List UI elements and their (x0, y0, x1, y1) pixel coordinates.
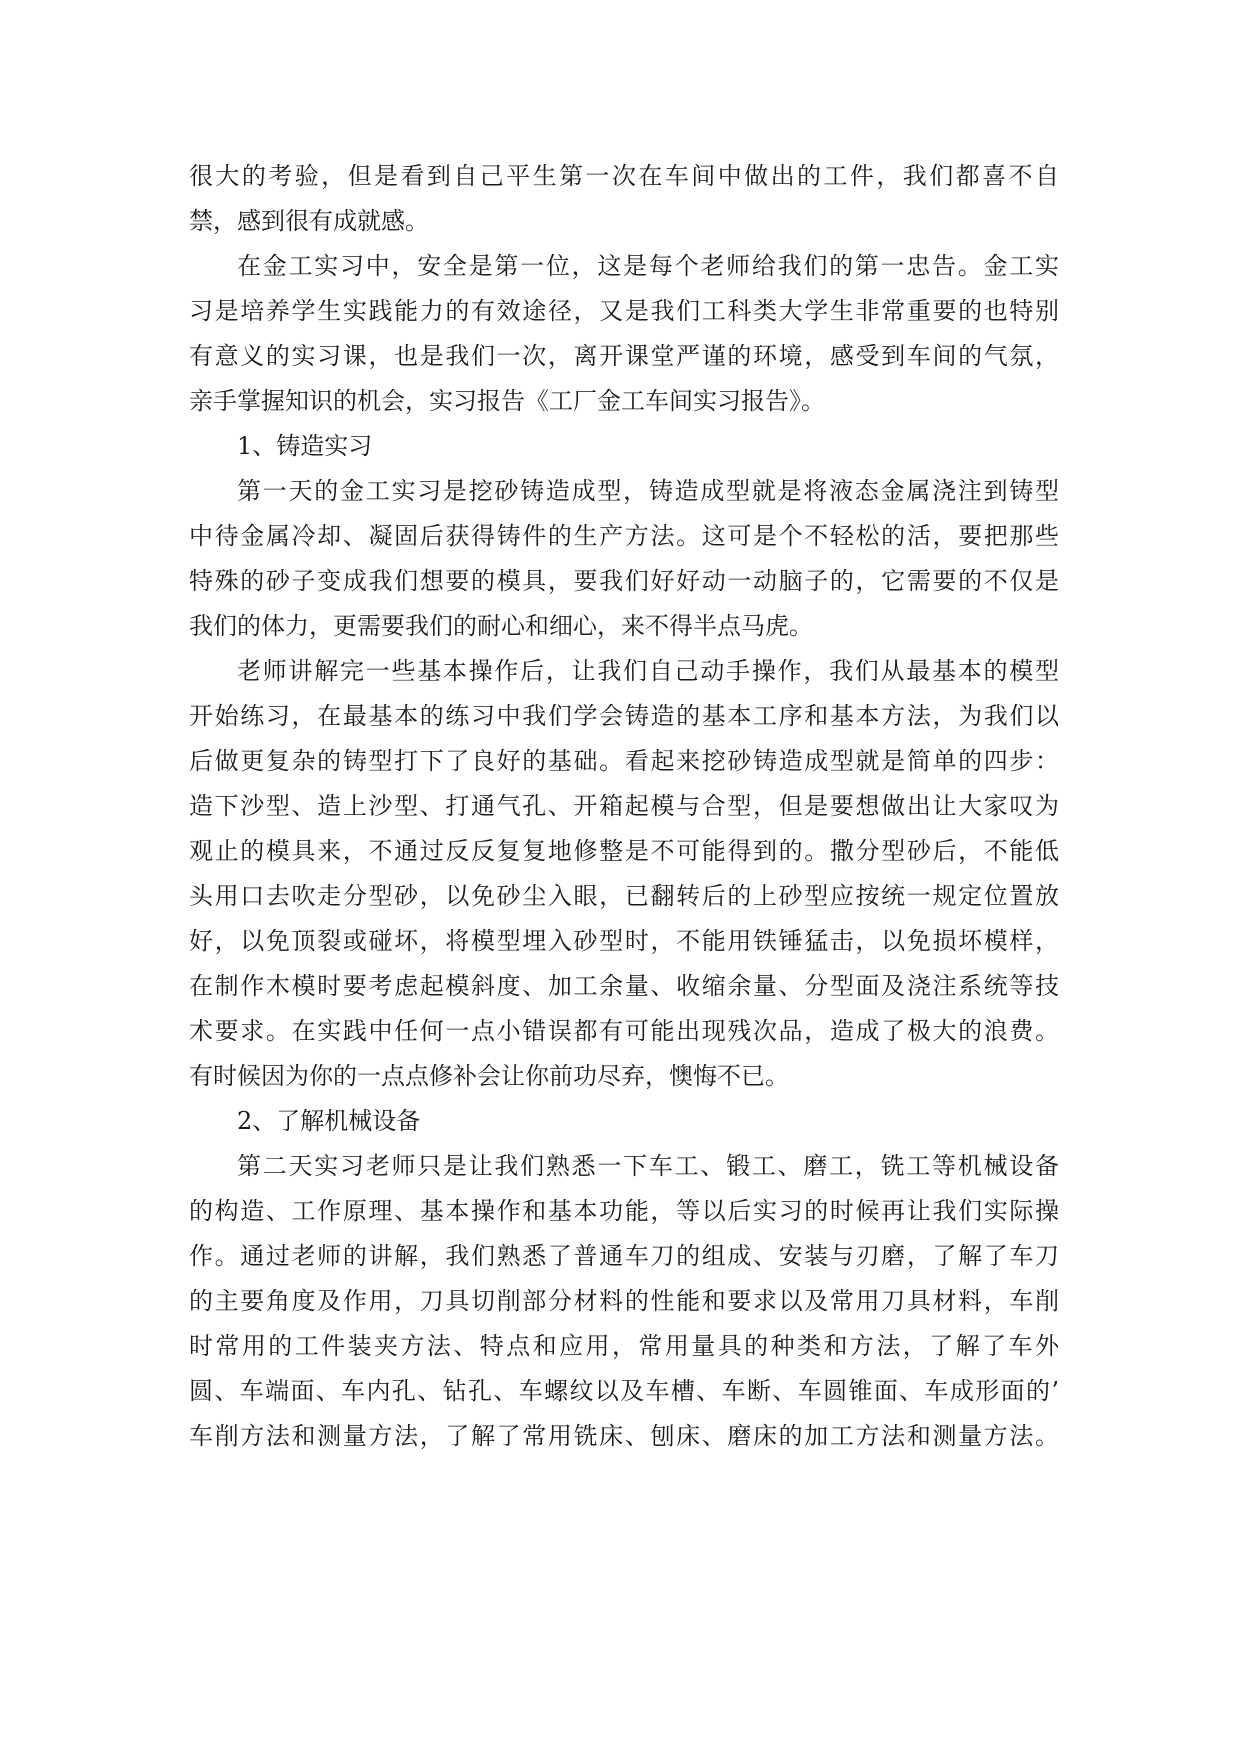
text-line: 术要求。在实践中任何一点小错误都有可能出现残次品，造成了极大的浪费。 (189, 1017, 1059, 1045)
text-line: 很大的考验，但是看到自己平生第一次在车间中做出的工件，我们都喜不自 (189, 162, 1059, 190)
section-heading: 2、了解机械设备 (237, 1107, 421, 1135)
text-line: 的主要角度及作用，刀具切削部分材料的性能和要求以及常用刀具材料，车削 (189, 1287, 1059, 1315)
section-heading: 1、铸造实习 (237, 432, 373, 460)
text-line: 圆、车端面、车内孔、钻孔、车螺纹以及车槽、车断、车圆锥面、车成形面的’ (189, 1377, 1059, 1405)
text-line: 在金工实习中，安全是第一位，这是每个老师给我们的第一忠告。金工实 (237, 252, 1059, 280)
text-line: 在制作木模时要考虑起模斜度、加工余量、收缩余量、分型面及浇注系统等技 (189, 972, 1059, 1000)
text-line: 习是培养学生实践能力的有效途径，又是我们工科类大学生非常重要的也特别 (189, 297, 1059, 325)
text-line: 特殊的砂子变成我们想要的模具，要我们好好动一动脑子的，它需要的不仅是 (189, 567, 1059, 595)
text-line: 第二天实习老师只是让我们熟悉一下车工、锻工、磨工，铣工等机械设备 (237, 1152, 1059, 1180)
text-line: 中待金属冷却、凝固后获得铸件的生产方法。这可是个不轻松的活，要把那些 (189, 522, 1059, 550)
text-line: 的构造、工作原理、基本操作和基本功能，等以后实习的时候再让我们实际操 (189, 1197, 1059, 1225)
text-line: 观止的模具来，不通过反反复复地修整是不可能得到的。撒分型砂后，不能低 (189, 837, 1059, 865)
text-line: 车削方法和测量方法，了解了常用铣床、刨床、磨床的加工方法和测量方法。 (189, 1422, 1059, 1450)
text-line: 造下沙型、造上沙型、打通气孔、开箱起模与合型，但是要想做出让大家叹为 (189, 792, 1059, 820)
text-line: 作。通过老师的讲解，我们熟悉了普通车刀的组成、安装与刃磨，了解了车刀 (189, 1242, 1059, 1270)
text-line: 第一天的金工实习是挖砂铸造成型，铸造成型就是将液态金属浇注到铸型 (237, 477, 1059, 505)
text-line: 我们的体力，更需要我们的耐心和细心，来不得半点马虎。 (189, 612, 813, 640)
document-body (189, 154, 1059, 1459)
text-line: 好，以免顶裂或碰坏，将模型埋入砂型时，不能用铁锤猛击，以免损坏模样， (189, 927, 1059, 955)
text-line: 有时候因为你的一点点修补会让你前功尽弃，懊悔不已。 (189, 1062, 789, 1090)
text-line: 开始练习，在最基本的练习中我们学会铸造的基本工序和基本方法，为我们以 (189, 702, 1059, 730)
text-line: 有意义的实习课，也是我们一次，离开课堂严谨的环境，感受到车间的气氛， (189, 342, 1059, 370)
text-line: 时常用的工件装夹方法、特点和应用，常用量具的种类和方法，了解了车外 (189, 1332, 1059, 1360)
text-line: 亲手掌握知识的机会，实习报告《工厂金工车间实习报告》。 (189, 387, 825, 415)
text-line: 禁，感到很有成就感。 (189, 207, 429, 235)
text-line: 后做更复杂的铸型打下了良好的基础。看起来挖砂铸造成型就是简单的四步： (189, 747, 1059, 775)
text-line: 头用口去吹走分型砂，以免砂尘入眼，已翻转后的上砂型应按统一规定位置放 (189, 882, 1059, 910)
text-line: 老师讲解完一些基本操作后，让我们自己动手操作，我们从最基本的模型 (237, 657, 1059, 685)
